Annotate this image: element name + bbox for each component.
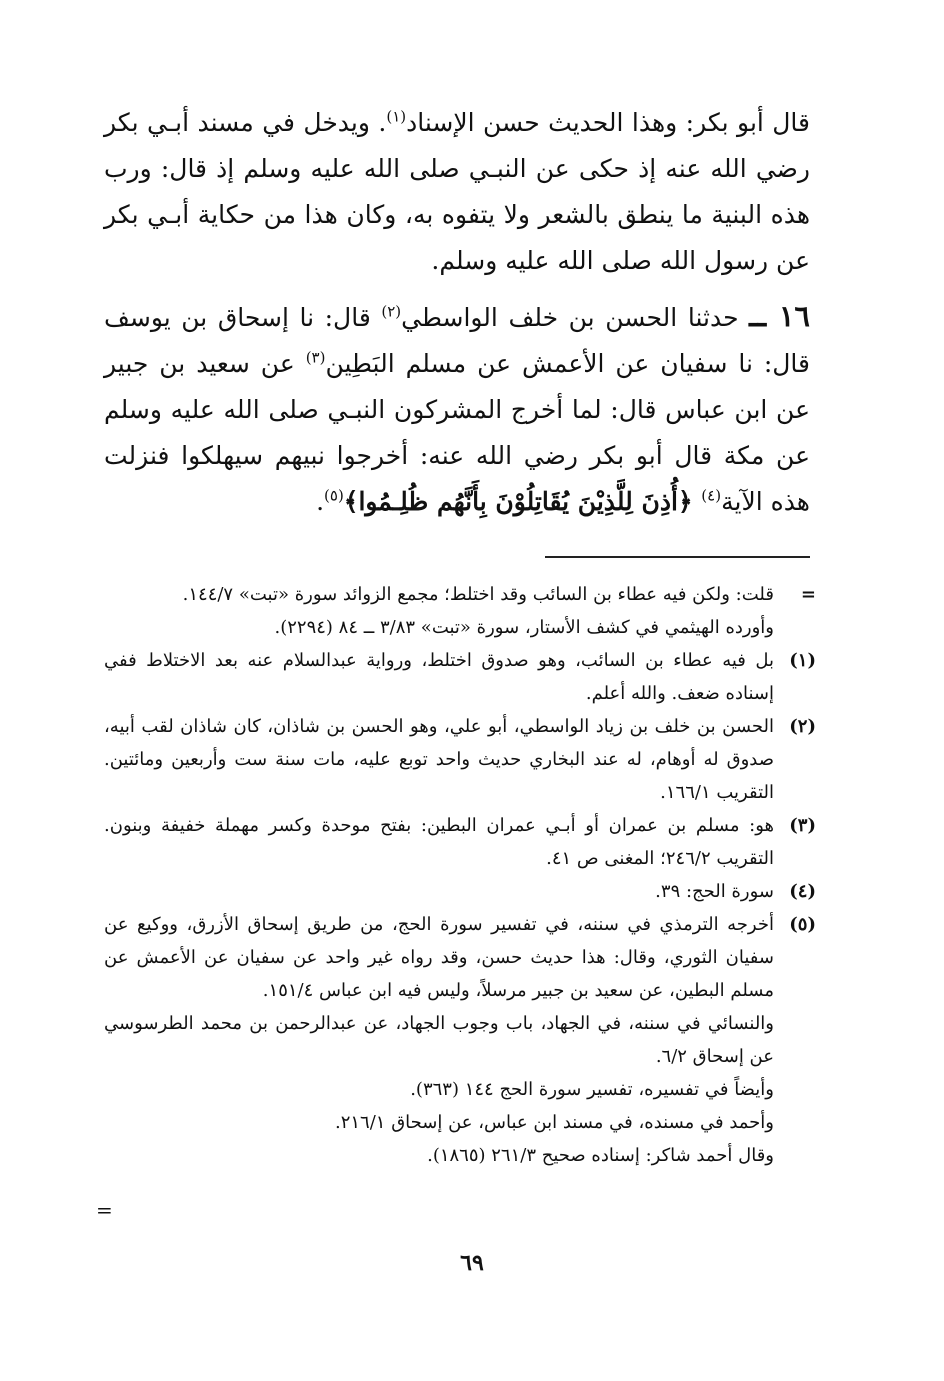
- footnote-ref-4[interactable]: (٤): [701, 486, 722, 505]
- paragraph-16-text-b: قال: نا إسحاق بن يوسف قال: نا سفيان عن الأعمش عن مسلم البَطِين: [104, 303, 810, 378]
- continuation-line-1: قلت: ولكن فيه عطاء بن السائب وقد اختلط؛ مجمع الزوائد سورة «تبت» ١٤٤/٧.: [182, 584, 774, 605]
- main-paragraph-16: [104, 293, 810, 525]
- paragraph-16-text-a: حدثنا الحسن بن خلف الواسطي: [401, 303, 750, 332]
- footnotes: [104, 578, 816, 1172]
- footnote-4-text: سورة الحج: ٣٩.: [655, 881, 774, 902]
- footnote-5: [104, 908, 816, 1172]
- continuation-mark: =: [800, 584, 816, 605]
- footnote-5-line-4: وأحمد في مسنده، في مسند ابن عباس، عن إسحاق ٢١٦/١.: [334, 1112, 774, 1133]
- footnote-5-line-5: وقال أحمد شاكر: إسناده صحيح ٢٦١/٣ (١٨٦٥).: [427, 1145, 774, 1166]
- footnote-1-mark: (١): [789, 650, 816, 671]
- paragraph-1-text-a: قال أبو بكر: وهذا الحديث حسن الإسناد: [406, 108, 810, 137]
- footnote-ref-5[interactable]: (٥): [324, 486, 344, 505]
- footnote-divider: [545, 556, 810, 558]
- footnote-2-text: الحسن بن خلف بن زياد الواسطي، أبو علي، وهو الحسن بن شاذان، كان شاذان لقب أبيه، صدوق له أوهام، له عند البخاري حديث واحد توبع عليه، مات سنة ست وأربعين ومائتين. التقريب ١٦٦/١.: [104, 716, 774, 803]
- footnote-ref-1[interactable]: (١): [386, 107, 407, 126]
- paragraph-number: ١٦ ــ: [749, 299, 810, 333]
- paragraph-1-text-b: . ويدخل في مسند أبـي بكر رضي الله عنه إذ حكى عن النبـي صلى الله عليه وسلم إذ قال: ورب هذه البنية ما ينطق بالشعر ولا يتفوه به، وكان هذا من حكاية أبـي بكر عن رسول الله صلى الله عليه وسلم.: [104, 108, 810, 275]
- footnote-5-line-1: أخرجه الترمذي في سننه، في تفسير سورة الحج، من طريق إسحاق الأزرق، ووكيع عن سفيان الثوري، وقال: هذا حديث حسن، وقد رواه غير واحد عن سفيان عن الأعمش عن مسلم البطين، عن سعيد بن جبير مرسلاً، وليس فيه ابن عباس ١٥١/٤.: [104, 914, 774, 1001]
- footnote-1: [104, 644, 816, 710]
- footnote-3-text: هو: مسلم بن عمران أو أبـي عمران البطين: بفتح موحدة وكسر مهملة خفيفة وبنون. التقريب ٢٤٦/٢؛ المغنى ص ٤١.: [104, 815, 774, 869]
- footnote-continuation: [104, 578, 816, 644]
- paragraph-16-end: .: [316, 487, 325, 516]
- footnote-1-text: بل فيه عطاء بن السائب، وهو صدوق اختلط، ورواية عبدالسلام عنه بعد الاختلاط ففي إسناده ضعف. والله أعلم.: [104, 650, 774, 704]
- footnote-4-mark: (٤): [789, 881, 816, 902]
- main-paragraph-1: [104, 100, 810, 284]
- footnote-3: [104, 809, 816, 875]
- continuation-line-2: وأورده الهيثمي في كشف الأستار، سورة «تبت» ٣/٨٣ ــ ٨٤ (٢٢٩٤).: [274, 617, 774, 638]
- footnote-5-line-3: وأيضاً في تفسيره، تفسير سورة الحج ١٤٤ (٣٦٣).: [410, 1079, 774, 1100]
- footnote-4: [104, 875, 816, 908]
- footnote-2-mark: (٢): [789, 716, 816, 737]
- footnote-ref-2[interactable]: (٢): [381, 302, 402, 321]
- footnote-ref-3[interactable]: (٣): [305, 348, 326, 367]
- quran-verse: ﴿أُذِنَ لِلَّذِيْنَ يُقَاتِلُوْنَ بِأَنَّهُم ظُلِـمُوا﴾: [343, 487, 702, 516]
- continued-mark: =: [96, 1198, 113, 1222]
- footnote-5-line-2: والنسائي في سننه، في الجهاد، باب وجوب الجهاد، عن عبدالرحمن بن محمد الطرسوسي عن إسحاق ٦/٢.: [104, 1013, 774, 1067]
- footnote-5-mark: (٥): [789, 914, 816, 935]
- footnote-2: [104, 710, 816, 809]
- footnote-3-mark: (٣): [789, 815, 816, 836]
- paragraph-16-text-c: عن سعيد بن جبير عن ابن عباس قال: لما أخرج المشركون النبـي صلى الله عليه وسلم عن مكة قال أبو بكر رضي الله عنه: أخرجوا نبيهم سيهلكوا فنزلت هذه الآية: [104, 349, 810, 516]
- page-number: ٦٩: [460, 1250, 484, 1276]
